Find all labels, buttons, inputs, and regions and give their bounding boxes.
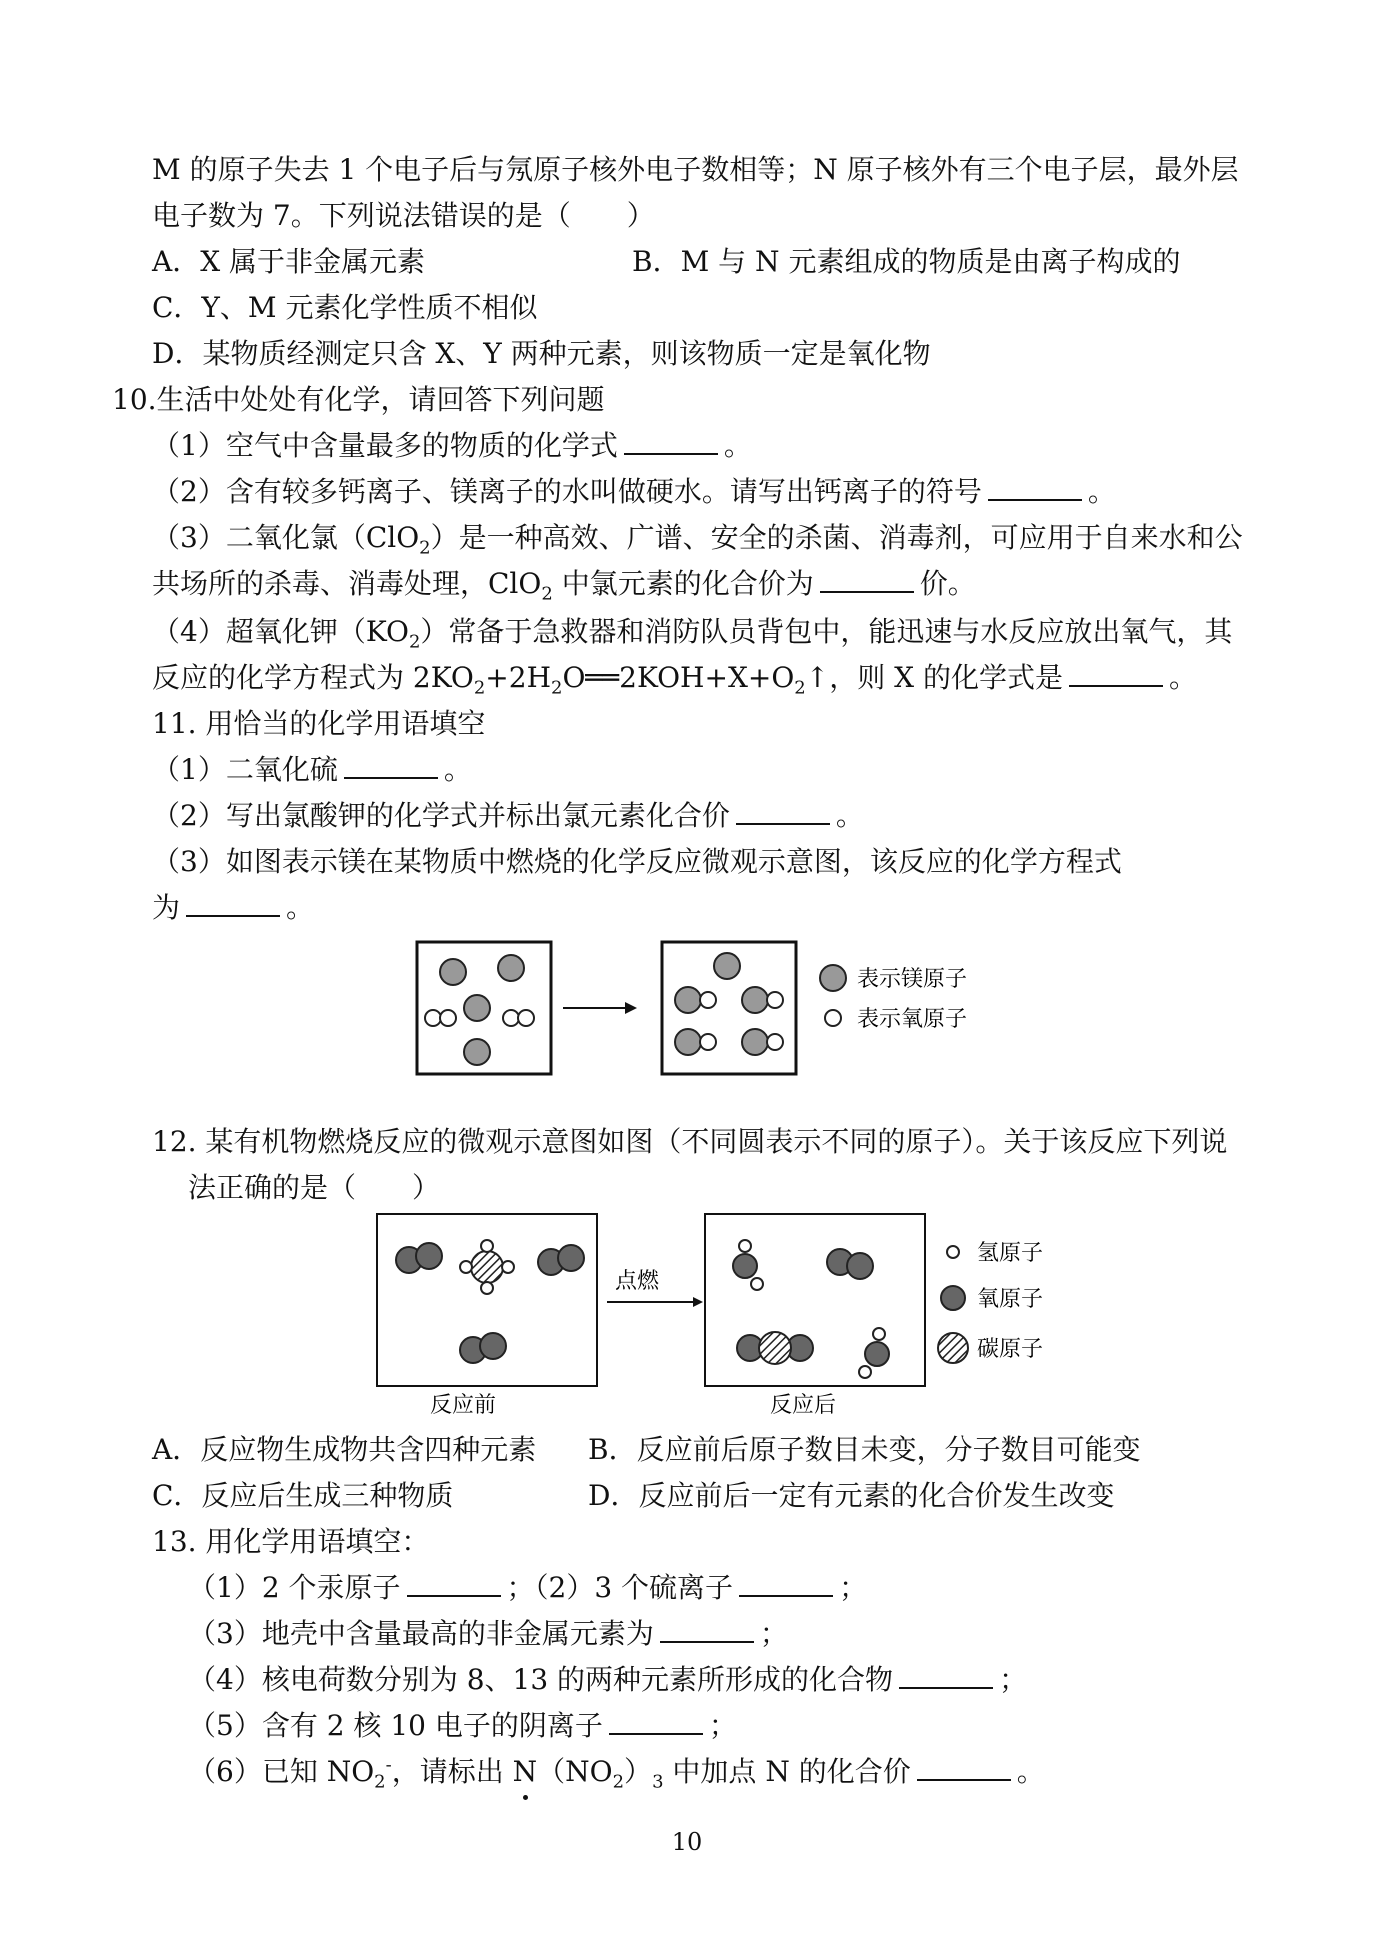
q9-line1: M 的原子失去 1 个电子后与氖原子核外电子数相等；N 原子核外有三个电子层，最外层 <box>152 153 1239 186</box>
q13-part5 <box>188 1706 737 1746</box>
legend-c-icon <box>938 1333 968 1363</box>
answer-blank[interactable] <box>609 1707 703 1735</box>
q12-option-c: C．反应后生成三种物质 <box>152 1479 454 1512</box>
o-atom <box>700 1034 716 1050</box>
q10-part1 <box>152 426 752 466</box>
q12-line1: 12. 某有机物燃烧反应的微观示意图如图（不同圆表示不同的原子）。关于该反应下列说 <box>152 1125 1228 1158</box>
text: （3）二氧化氯（ClO <box>152 521 420 554</box>
legend-o-label: 氧原子 <box>977 1287 1044 1312</box>
period: 。 <box>835 799 864 832</box>
text: （1）2 个汞原子 <box>188 1571 401 1604</box>
q13-part1-2 <box>188 1568 867 1608</box>
period: 。 <box>1087 475 1116 508</box>
text: （4）核电荷数分别为 8、13 的两种元素所形成的化合物 <box>188 1663 894 1696</box>
q10-title: 10.生活中处处有化学，请回答下列问题 <box>112 383 605 416</box>
h-atom <box>751 1278 763 1290</box>
text: ，请标出 <box>391 1755 513 1788</box>
q11-part3-line1: （3）如图表示镁在某物质中燃烧的化学反应微观示意图，该反应的化学方程式 <box>152 845 1122 878</box>
text: 共场所的杀毒、消毒处理，ClO <box>152 567 542 600</box>
text: （2）写出氯酸钾的化学式并标出氯元素化合价 <box>152 799 730 832</box>
text: 为 <box>152 891 181 924</box>
organic-combustion-diagram <box>375 1212 1075 1422</box>
q10-part2-text: （2）含有较多钙离子、镁离子的水叫做硬水。请写出钙离子的符号 <box>152 475 982 508</box>
o-atom <box>416 1243 442 1269</box>
period: 。 <box>1168 661 1197 694</box>
period: 。 <box>723 429 752 462</box>
answer-blank[interactable] <box>820 565 914 593</box>
mg-atom <box>675 987 701 1013</box>
superscript: - <box>385 1754 392 1776</box>
o-atom <box>503 1010 519 1026</box>
text: （6）已知 NO <box>188 1755 375 1788</box>
c-atom <box>759 1332 791 1364</box>
text: ↑，则 X 的化学式是 <box>805 661 1063 694</box>
semicolon: ； <box>759 1617 788 1650</box>
q13-part4 <box>188 1660 1027 1700</box>
q9-option-a: A．X 属于非金属元素 <box>152 245 426 278</box>
q12-line2: 法正确的是（ ） <box>188 1171 441 1204</box>
q12-option-a: A．反应物生成物共含四种元素 <box>152 1433 537 1466</box>
text: O══2KOH+X+O <box>562 661 795 694</box>
c-atom <box>471 1251 503 1283</box>
q9-line2: 电子数为 7。下列说法错误的是（ ） <box>152 199 655 232</box>
answer-blank[interactable] <box>624 427 718 455</box>
o-atom <box>847 1253 873 1279</box>
subscript: 2 <box>541 583 553 605</box>
q9-option-d: D．某物质经测定只含 X、Y 两种元素，则该物质一定是氧化物 <box>152 337 931 370</box>
mg-atom <box>675 1029 701 1055</box>
semicolon: ； <box>839 1571 868 1604</box>
legend-mg-label: 表示镁原子 <box>857 967 968 992</box>
h-atom <box>873 1328 885 1340</box>
subscript: 2 <box>419 537 431 559</box>
q10-part2 <box>152 472 1116 512</box>
text: ）常备于急救器和消防队员背包中，能迅速与水反应放出氧气，其 <box>420 615 1233 648</box>
before-label: 反应前 <box>430 1393 497 1418</box>
period: 。 <box>1016 1755 1045 1788</box>
q11-title: 11. 用恰当的化学用语填空 <box>152 707 486 740</box>
arrow-head <box>625 1002 637 1014</box>
legend-o-icon <box>825 1010 841 1026</box>
mg-atom <box>464 995 490 1021</box>
h-atom <box>502 1261 514 1273</box>
subscript: 2 <box>408 631 421 653</box>
o-atom <box>425 1010 441 1026</box>
o-atom <box>700 992 716 1008</box>
arrow-head <box>693 1297 703 1307</box>
answer-blank[interactable] <box>660 1615 754 1643</box>
mg-atom <box>742 987 768 1013</box>
answer-blank[interactable] <box>186 889 280 917</box>
mg-atom <box>464 1039 490 1065</box>
text: （3）地壳中含量最高的非金属元素为 <box>188 1617 654 1650</box>
legend-h-icon <box>947 1246 959 1258</box>
period: 。 <box>443 753 472 786</box>
o-atom <box>767 992 783 1008</box>
h-atom <box>739 1240 751 1252</box>
text: 价。 <box>919 567 976 600</box>
h-atom <box>481 1240 493 1252</box>
q12-option-b: B．反应前后原子数目未变，分子数目可能变 <box>588 1433 1141 1466</box>
answer-blank[interactable] <box>739 1569 833 1597</box>
mg-atom <box>440 959 466 985</box>
text: ） <box>624 1755 653 1788</box>
q9-option-c: C．Y、M 元素化学性质不相似 <box>152 291 538 324</box>
semicolon: ； <box>999 1663 1028 1696</box>
text: ）是一种高效、广谱、安全的杀菌、消毒剂，可应用于自来水和公 <box>430 521 1243 554</box>
text: （4）超氧化钾（KO <box>152 615 409 648</box>
text: ；（2）3 个硫离子 <box>506 1571 734 1604</box>
after-box <box>705 1214 925 1386</box>
answer-blank[interactable] <box>1069 659 1163 687</box>
h-atom <box>481 1282 493 1294</box>
mg-combustion-diagram <box>415 940 1015 1080</box>
h-atom <box>859 1366 871 1378</box>
semicolon: ； <box>708 1709 737 1742</box>
answer-blank[interactable] <box>988 473 1082 501</box>
legend-c-label: 碳原子 <box>977 1337 1044 1362</box>
q13-part3 <box>188 1614 788 1654</box>
subscript: 3 <box>652 1771 664 1793</box>
text: 反应的化学方程式为 2KO <box>152 661 474 694</box>
text: （NO <box>537 1755 613 1788</box>
text: （1）二氧化硫 <box>152 753 338 786</box>
period: 。 <box>286 891 315 924</box>
q11-part1 <box>152 750 472 790</box>
page-number: 10 <box>671 1828 703 1856</box>
legend-o-label: 表示氧原子 <box>857 1007 968 1032</box>
o-atom <box>558 1245 584 1271</box>
o-atom <box>440 1010 456 1026</box>
o-atom <box>518 1010 534 1026</box>
mg-atom <box>742 1029 768 1055</box>
subscript: 2 <box>473 677 486 699</box>
subscript: 2 <box>374 1771 386 1793</box>
subscript: 2 <box>551 677 563 699</box>
h-atom <box>460 1261 472 1273</box>
q9-option-b: B．M 与 N 元素组成的物质是由离子构成的 <box>632 245 1181 278</box>
q10-part3-line1 <box>152 518 1243 558</box>
q10-part4-line2 <box>152 658 1197 698</box>
answer-blank[interactable] <box>917 1753 1011 1781</box>
o-atom <box>480 1333 506 1359</box>
answer-blank[interactable] <box>344 751 438 779</box>
q12-option-d: D．反应前后一定有元素的化合价发生改变 <box>588 1479 1115 1512</box>
answer-blank[interactable] <box>407 1569 501 1597</box>
text: 中氯元素的化合价为 <box>552 567 814 600</box>
legend-mg-icon <box>820 965 846 991</box>
q10-part3-line2 <box>152 564 976 604</box>
subscript: 2 <box>612 1771 625 1793</box>
mg-atom <box>498 955 524 981</box>
text: 中加点 N 的化合价 <box>663 1755 911 1788</box>
dotted-n: N <box>513 1752 538 1792</box>
legend-o-icon <box>941 1286 965 1310</box>
arrow-label: 点燃 <box>615 1269 660 1294</box>
text: （5）含有 2 核 10 电子的阴离子 <box>188 1709 603 1742</box>
after-label: 反应后 <box>770 1393 837 1418</box>
mg-atom <box>714 953 740 979</box>
answer-blank[interactable] <box>899 1661 993 1689</box>
subscript: 2 <box>794 677 806 699</box>
q10-part4-line1 <box>152 612 1232 652</box>
q10-part1-text: （1）空气中含量最多的物质的化学式 <box>152 429 618 462</box>
text: +2H <box>485 661 551 694</box>
o-atom <box>733 1254 757 1278</box>
o-atom <box>865 1342 889 1366</box>
q13-title: 13. 用化学用语填空： <box>152 1525 430 1558</box>
legend-h-label: 氢原子 <box>977 1241 1044 1266</box>
answer-blank[interactable] <box>736 797 830 825</box>
q11-part2 <box>152 796 864 836</box>
q13-part6 <box>188 1752 1045 1792</box>
q11-part3-line2 <box>152 888 314 928</box>
o-atom <box>767 1034 783 1050</box>
